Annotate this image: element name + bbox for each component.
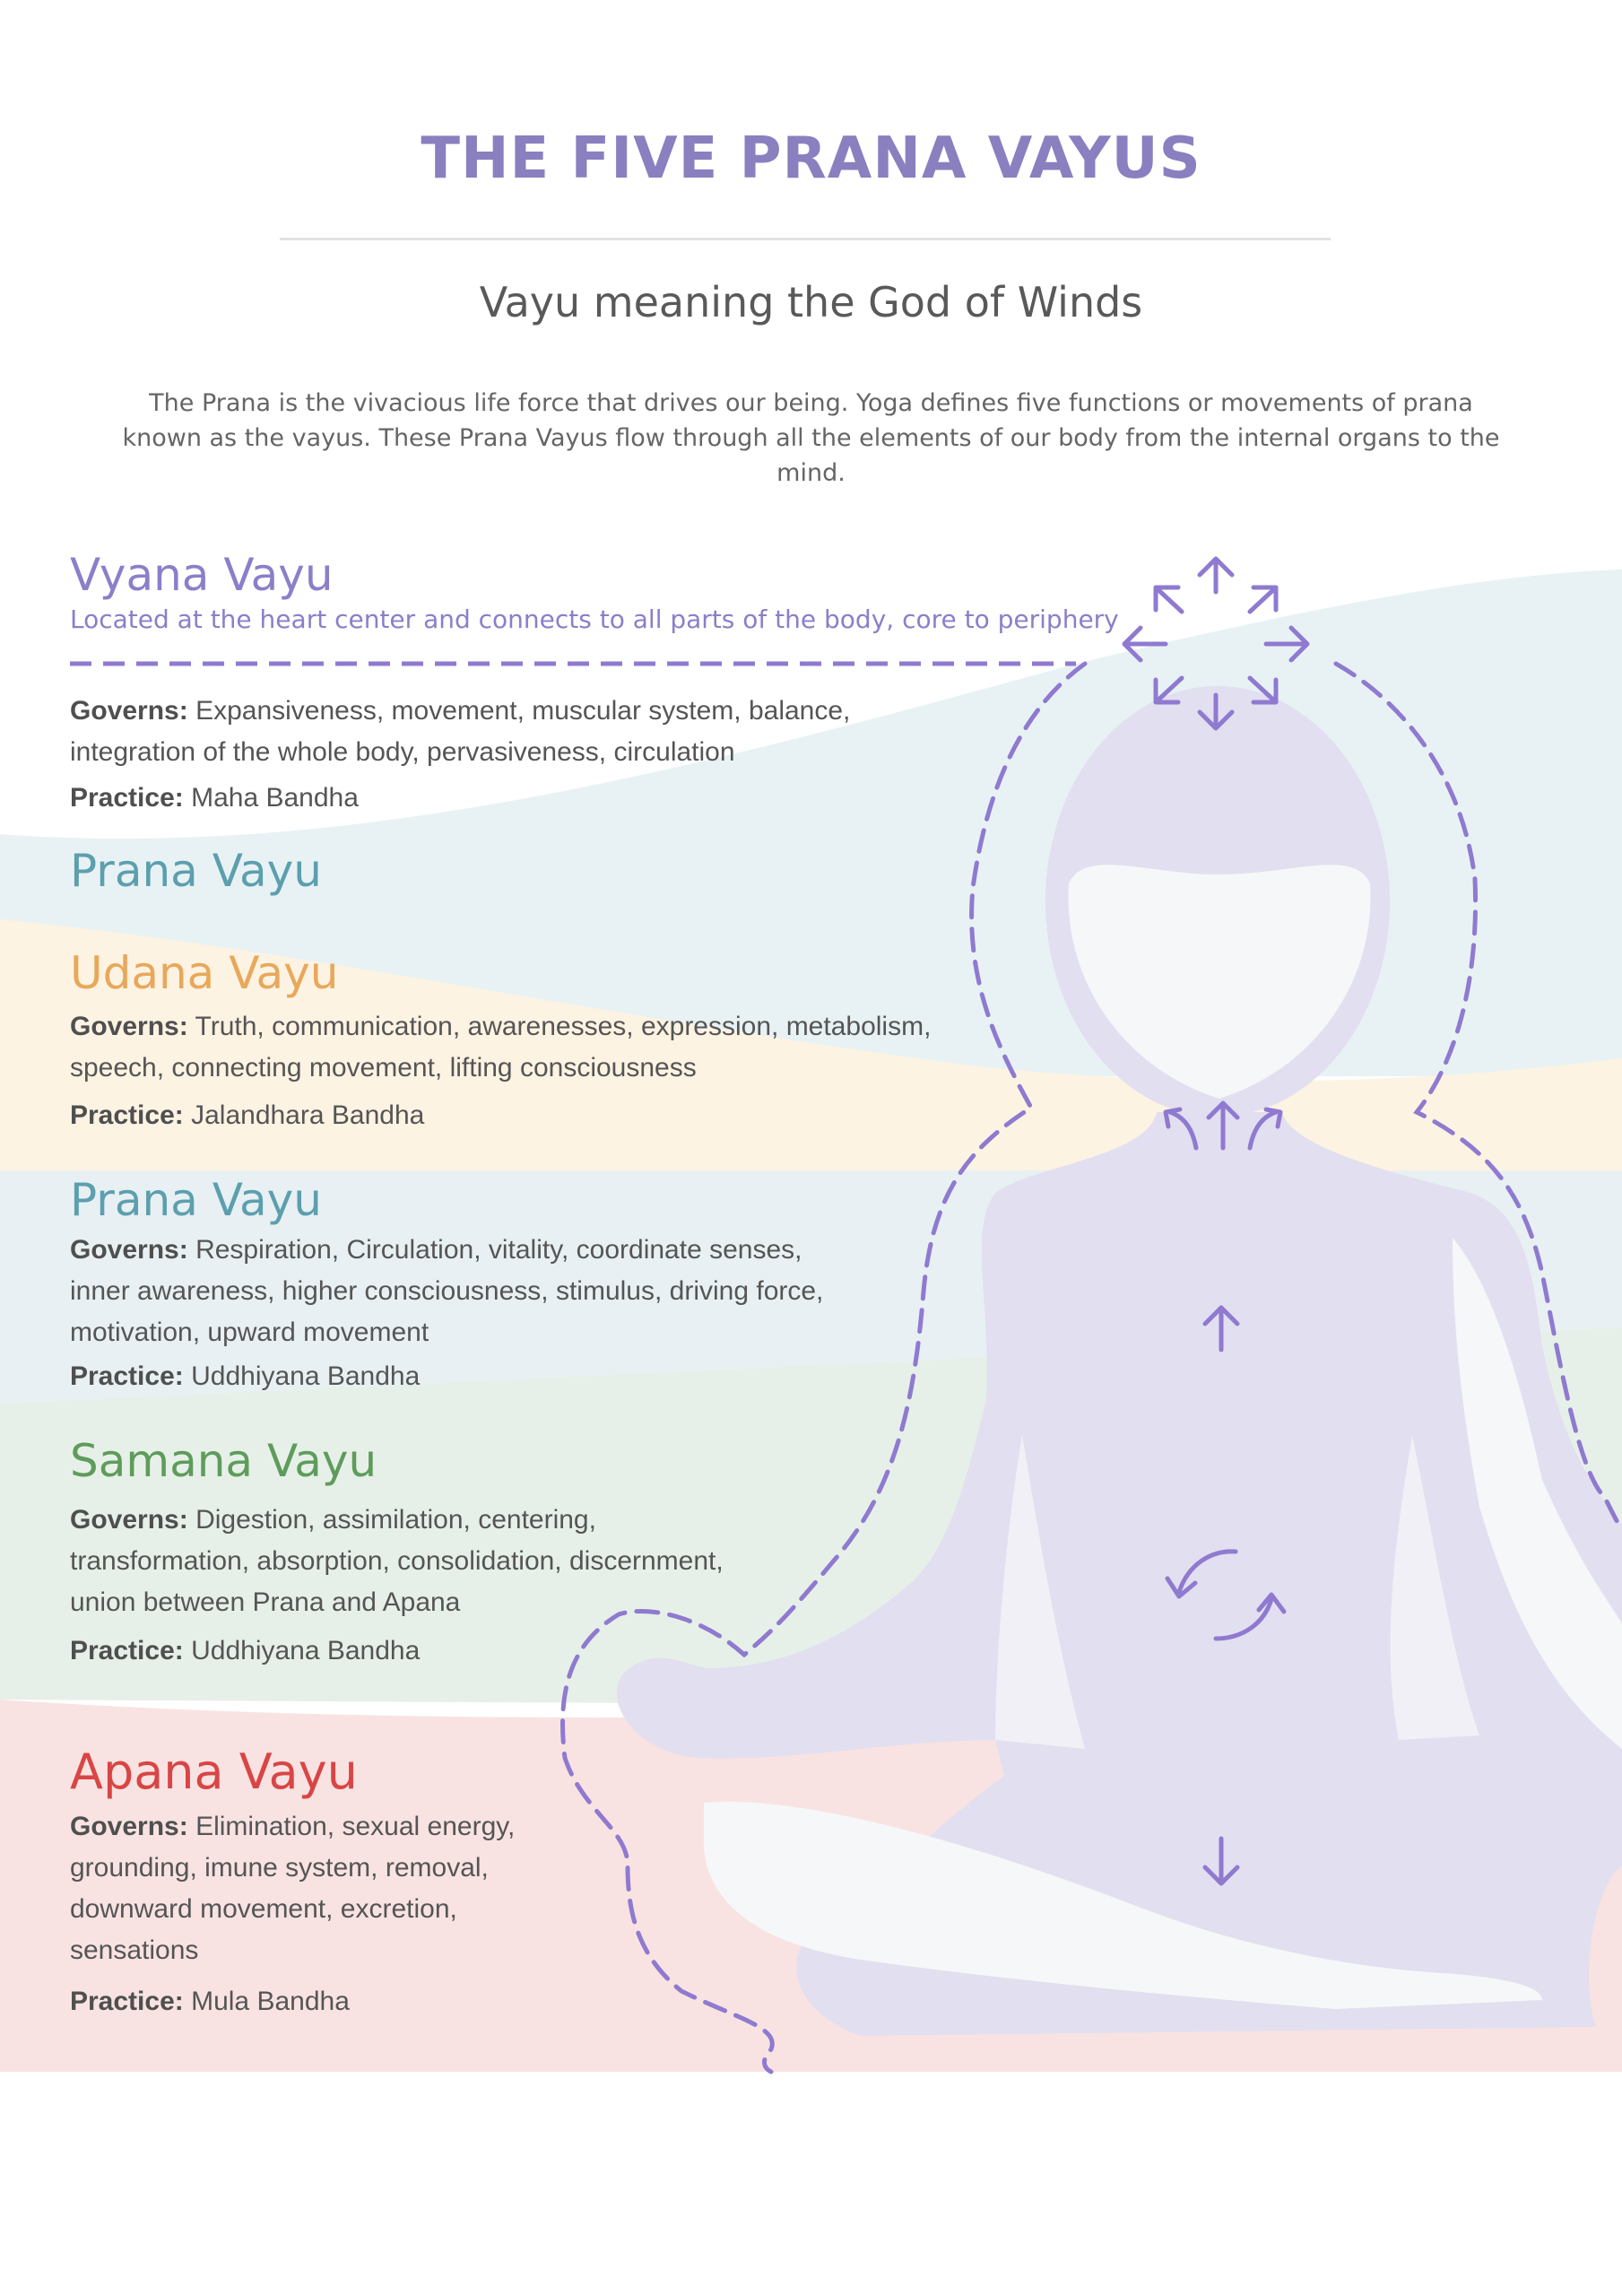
practice-label: Practice:	[70, 1987, 184, 2016]
vyana-vayu-heading: Vyana Vayu	[70, 549, 334, 601]
apana-governs-text: Elimination, sexual energy, grounding, imune system, removal, downward movement, excretion, sensations	[70, 1812, 516, 1965]
governs-label: Governs:	[70, 1235, 188, 1265]
practice-label: Practice:	[70, 1100, 184, 1130]
vyana-vayu-governs	[70, 691, 922, 773]
udana-practice-text: Jalandhara Bandha	[191, 1100, 425, 1130]
practice-label: Practice:	[70, 1361, 184, 1391]
samana-vayu-practice	[70, 1636, 420, 1666]
governs-label: Governs:	[70, 1505, 188, 1535]
practice-label: Practice:	[70, 783, 184, 813]
apana-vayu-governs	[70, 1806, 572, 1971]
vyana-vayu-description: Located at the heart center and connects to all parts of the body, core to periphery	[70, 604, 1119, 634]
page-subtitle: Vayu meaning the God of Winds	[479, 278, 1143, 326]
samana-vayu-governs	[70, 1500, 769, 1623]
prana-vayu-practice	[70, 1361, 420, 1392]
vyana-governs-text: Expansiveness, movement, muscular system, balance, integration of the whole body, pervasiveness, circulation	[70, 696, 851, 767]
prana-vayu-heading: Prana Vayu	[70, 1174, 322, 1226]
vyana-vayu-practice	[70, 783, 359, 813]
udana-vayu-practice	[70, 1100, 424, 1131]
page-title: THE FIVE PRANA VAYUS	[421, 126, 1201, 192]
apana-vayu-practice	[70, 1987, 350, 2017]
udana-vayu-heading: Udana Vayu	[70, 947, 339, 999]
samana-vayu-heading: Samana Vayu	[70, 1435, 377, 1487]
vyana-practice-text: Maha Bandha	[191, 783, 359, 813]
apana-practice-text: Mula Bandha	[191, 1987, 350, 2016]
title-divider	[280, 238, 1331, 240]
udana-governs-text: Truth, communication, awarenesses, expression, metabolism, speech, connecting movement, lifting consciousness	[70, 1012, 932, 1083]
governs-label: Governs:	[70, 696, 188, 726]
governs-label: Governs:	[70, 1012, 188, 1041]
governs-label: Governs:	[70, 1812, 188, 1841]
prana-vayu-governs	[70, 1230, 850, 1353]
practice-label: Practice:	[70, 1636, 184, 1665]
samana-practice-text: Uddhiyana Bandha	[191, 1636, 421, 1665]
prana-vayu-heading-top: Prana Vayu	[70, 845, 322, 897]
prana-governs-text: Respiration, Circulation, vitality, coordinate senses, inner awareness, higher consciousness, stimulus, driving force, motivation, upward movement	[70, 1235, 824, 1347]
samana-governs-text: Digestion, assimilation, centering, transformation, absorption, consolidation, discernment, union between Prana and Apana	[70, 1505, 724, 1617]
intro-paragraph: The Prana is the vivacious life force that drives our being. Yoga defines five functions or movements of prana known as the vayus. These Prana Vayus flow through all the elements of our body from the internal organs to the mind.	[122, 389, 1500, 487]
udana-vayu-governs	[70, 1006, 967, 1089]
apana-vayu-heading: Apana Vayu	[70, 1744, 358, 1800]
prana-practice-text: Uddhiyana Bandha	[191, 1361, 421, 1391]
